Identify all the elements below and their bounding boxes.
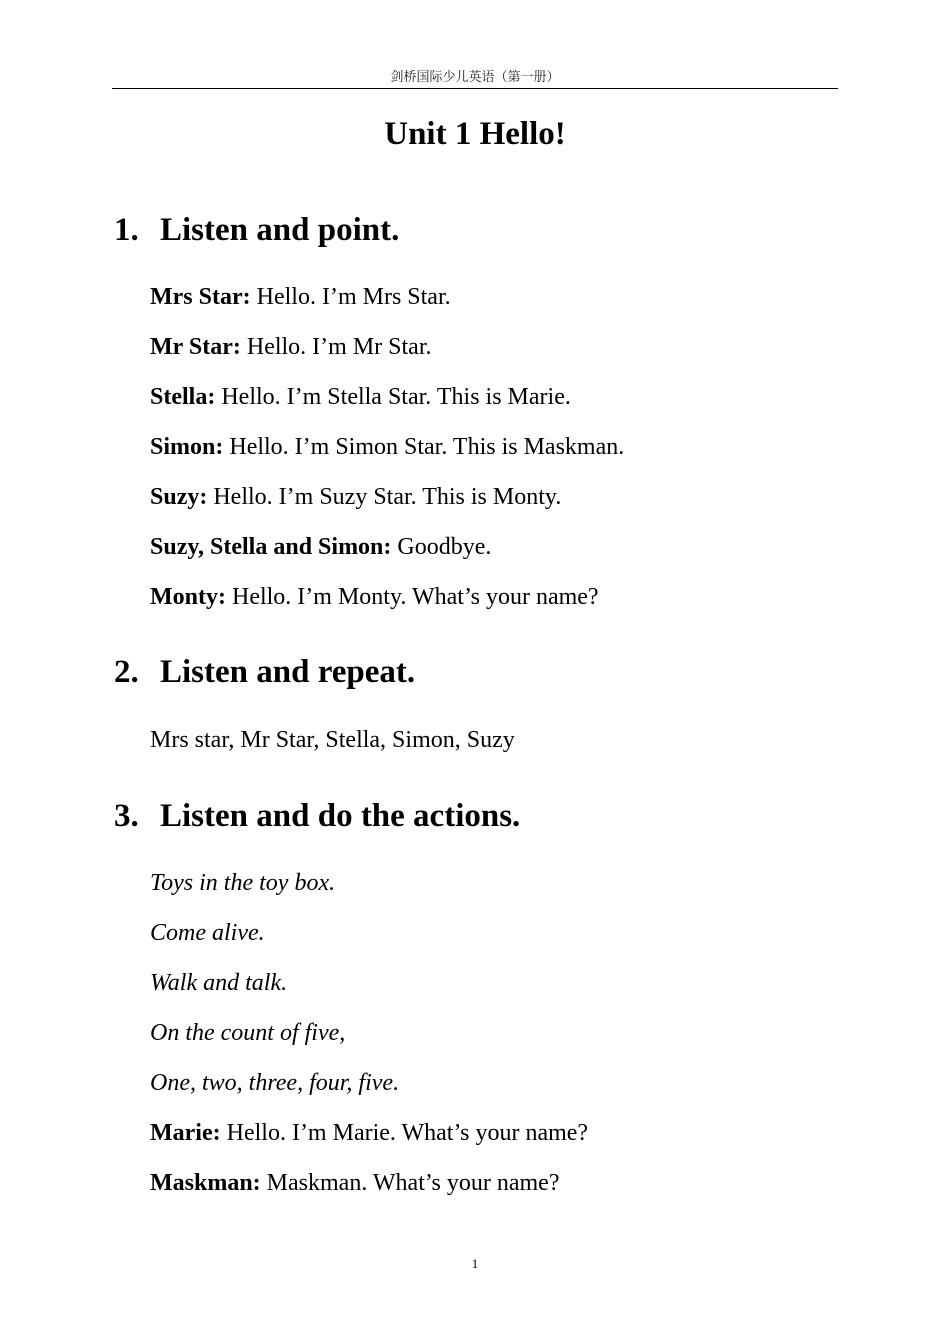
repeat-names-line: Mrs star, Mr Star, Stella, Simon, Suzy xyxy=(150,727,515,753)
dialogue-line xyxy=(150,532,491,562)
chant-line: Walk and talk. xyxy=(150,970,288,996)
speaker: Maskman: xyxy=(150,1170,261,1196)
dialogue-text: Hello. I’m Mr Star. xyxy=(240,334,432,360)
dialogue-line xyxy=(150,282,451,312)
dialogue-line xyxy=(150,332,432,362)
dialogue-line xyxy=(150,1168,560,1198)
dialogue-line xyxy=(150,432,624,462)
section-number: 3. xyxy=(114,798,139,834)
speaker: Mrs Star: xyxy=(150,284,251,310)
page-header xyxy=(112,68,838,89)
chant-line: Come alive. xyxy=(150,920,265,946)
speaker: Stella: xyxy=(150,384,216,410)
speaker: Suzy, Stella and Simon: xyxy=(150,534,392,560)
running-title: 剑桥国际少儿英语（第一册） xyxy=(390,70,560,85)
dialogue-text: Maskman. What’s your name? xyxy=(260,1170,560,1196)
speaker: Marie: xyxy=(150,1120,221,1146)
section-heading-listen-and-repeat xyxy=(114,652,415,692)
dialogue-text: Goodbye. xyxy=(391,534,492,560)
dialogue-text: Hello. I’m Mrs Star. xyxy=(250,284,451,310)
dialogue-text: Hello. I’m Marie. What’s your name? xyxy=(220,1120,589,1146)
dialogue-line xyxy=(150,382,571,412)
speaker: Suzy: xyxy=(150,484,208,510)
section-title: Listen and point. xyxy=(160,212,400,248)
chant-line: Toys in the toy box. xyxy=(150,870,336,896)
chant-line: On the count of five, xyxy=(150,1020,346,1046)
section-title: Listen and repeat. xyxy=(160,654,416,690)
section-title: Listen and do the actions. xyxy=(160,798,521,834)
page-number: 1 xyxy=(471,1256,479,1271)
dialogue-line xyxy=(150,1118,588,1148)
dialogue-text: Hello. I’m Stella Star. This is Marie. xyxy=(215,384,571,410)
speaker: Mr Star: xyxy=(150,334,241,360)
chant-line: One, two, three, four, five. xyxy=(150,1070,400,1096)
speaker: Monty: xyxy=(150,584,226,610)
dialogue-text: Hello. I’m Simon Star. This is Maskman. xyxy=(223,434,625,460)
speaker: Simon: xyxy=(150,434,224,460)
dialogue-line xyxy=(150,482,561,512)
dialogue-line xyxy=(150,582,599,612)
unit-title: Unit 1 Hello! xyxy=(384,116,566,152)
section-number: 2. xyxy=(114,654,139,690)
dialogue-text: Hello. I’m Suzy Star. This is Monty. xyxy=(207,484,562,510)
section-number: 1. xyxy=(114,212,139,248)
section-heading-listen-and-do-the-actions xyxy=(114,796,520,836)
dialogue-text: Hello. I’m Monty. What’s your name? xyxy=(225,584,599,610)
section-heading-listen-and-point xyxy=(114,210,399,250)
